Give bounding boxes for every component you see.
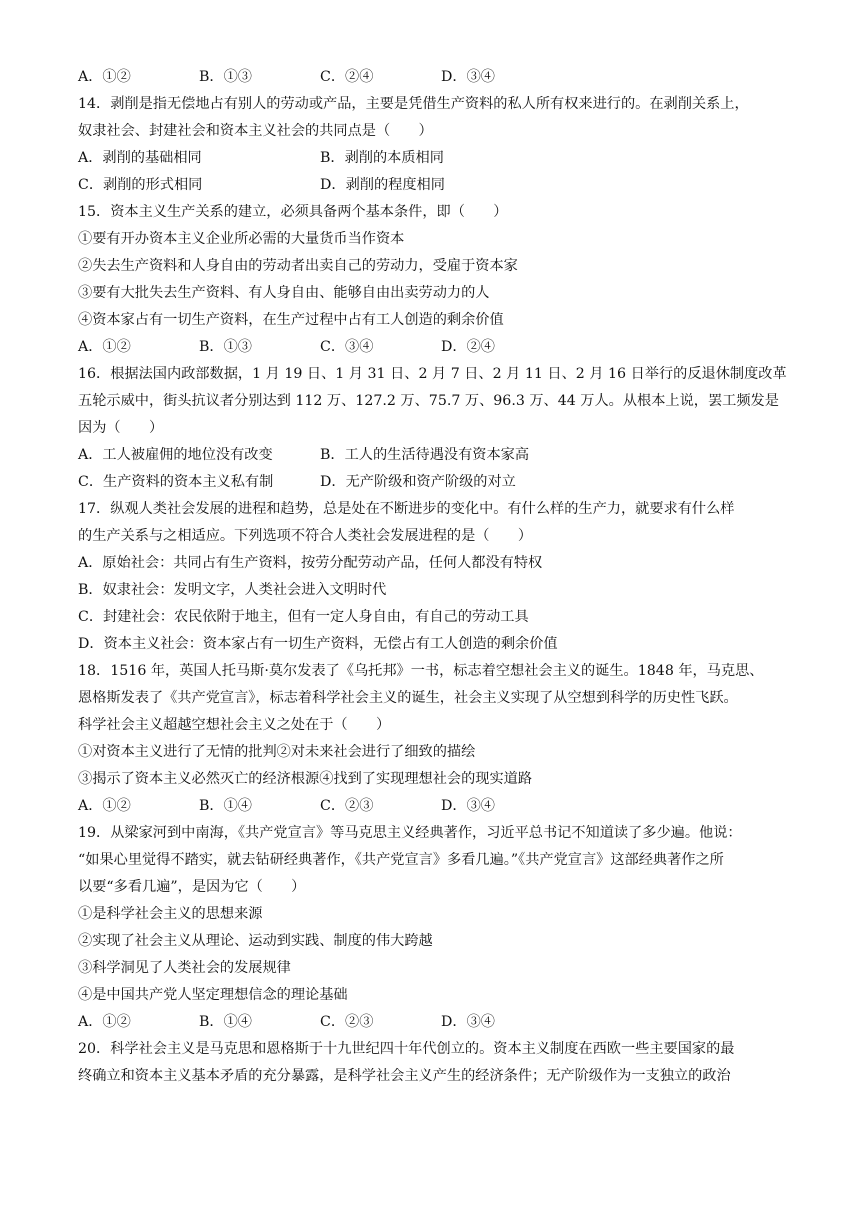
q15-item-3: ③要有大批失去生产资料、有人身自由、能够自由出卖劳动力的人 [78, 285, 490, 301]
q15-item-1: ①要有开办资本主义企业所必需的大量货币当作资本 [78, 231, 405, 247]
q13-option-c: C．②④ [320, 69, 374, 85]
q18-stem-line-2: 恩格斯发表了《共产党宣言》，标志着科学社会主义的诞生，社会主义实现了从空想到科学的历史性飞跃。 [78, 690, 738, 706]
q13-option-b: B．①③ [199, 69, 252, 85]
q14-option-d: D．剥削的程度相同 [320, 177, 445, 193]
q19-option-c: C．②③ [320, 1014, 374, 1030]
q15-option-b: B．①③ [199, 339, 252, 355]
q18-options [78, 793, 790, 820]
q18-option-b: B．①④ [199, 798, 252, 814]
q15-options [78, 334, 790, 361]
q15-option-d: D．②④ [441, 339, 495, 355]
q13-option-d: D．③④ [441, 69, 495, 85]
q18-option-a: A．①② [78, 798, 131, 814]
q18-items-line-2: ③揭示了资本主义必然灭亡的经济根源④找到了实现理想社会的现实道路 [78, 771, 533, 787]
q14-stem-line-1: 14．剥削是指无偿地占有别人的劳动或产品，主要是凭借生产资料的私人所有权来进行的。在剥削关系上， [78, 96, 749, 112]
q15-item-4: ④资本家占有一切生产资料，在生产过程中占有工人创造的剩余价值 [78, 312, 504, 328]
q19-options [78, 1009, 790, 1036]
q19-item-2: ②实现了社会主义从理论、运动到实践、制度的伟大跨越 [78, 933, 433, 949]
q19-item-1: ①是科学社会主义的思想来源 [78, 906, 263, 922]
q15-option-c: C．③④ [320, 339, 374, 355]
q16-option-c: C．生产资料的资本主义私有制 [78, 474, 274, 490]
q19-option-a: A．①② [78, 1014, 131, 1030]
q19-item-3: ③科学洞见了人类社会的发展规律 [78, 960, 291, 976]
q13-options [78, 64, 790, 91]
q19-item-4: ④是中国共产党人坚定理想信念的理论基础 [78, 987, 348, 1003]
q20-stem-line-1: 20．科学社会主义是马克思和恩格斯于十九世纪四十年代创立的。资本主义制度在西欧一些主要国家的最 [78, 1041, 735, 1057]
q15-stem-line-1: 15．资本主义生产关系的建立，必须具备两个基本条件，即（ ） [78, 204, 508, 220]
q20-stem-line-2: 终确立和资本主义基本矛盾的充分暴露，是科学社会主义产生的经济条件；无产阶级作为一支独立的政治 [78, 1068, 731, 1084]
q14-options-row-1 [78, 145, 790, 172]
q18-stem-line-1: 18．1516 年，英国人托马斯·莫尔发表了《乌托邦》一书，标志着空想社会主义的诞生。1848 年，马克思、 [78, 663, 764, 679]
q19-stem-line-2: “如果心里觉得不踏实，就去钻研经典著作，《共产党宣言》多看几遍。”《共产党宣言》这部经典著作之所 [78, 852, 724, 868]
q16-stem-line-3: 因为（ ） [78, 420, 164, 436]
q17-option-a: A．原始社会：共同占有生产资料，按劳分配劳动产品，任何人都没有特权 [78, 555, 543, 571]
q16-option-b: B．工人的生活待遇没有资本家高 [320, 447, 530, 463]
q17-option-c: C．封建社会：农民依附于地主，但有一定人身自由，有自己的劳动工具 [78, 609, 529, 625]
q19-option-d: D．③④ [441, 1014, 495, 1030]
q16-option-d: D．无产阶级和资产阶级的对立 [320, 474, 516, 490]
q19-option-b: B．①④ [199, 1014, 252, 1030]
q17-stem-line-2: 的生产关系与之相适应。下列选项不符合人类社会发展进程的是（ ） [78, 528, 533, 544]
q19-stem-line-1: 19．从梁家河到中南海，《共产党宣言》等马克思主义经典著作，习近平总书记不知道读了多少遍。他说： [78, 825, 742, 841]
q14-option-a: A．剥削的基础相同 [78, 150, 202, 166]
q14-stem-line-2: 奴隶社会、封建社会和资本主义社会的共同点是（ ） [78, 123, 433, 139]
q17-option-b: B．奴隶社会：发明文字，人类社会进入文明时代 [78, 582, 387, 598]
q17-option-d: D．资本主义社会：资本家占有一切生产资料，无偿占有工人创造的剩余价值 [78, 636, 558, 652]
q13-option-a: A．①② [78, 69, 131, 85]
q15-item-2: ②失去生产资料和人身自由的劳动者出卖自己的劳动力，受雇于资本家 [78, 258, 518, 274]
q16-options-row-1 [78, 442, 790, 469]
q15-option-a: A．①② [78, 339, 131, 355]
q18-items-line-1: ①对资本主义进行了无情的批判②对未来社会进行了细致的描绘 [78, 744, 476, 760]
q14-option-c: C．剥削的形式相同 [78, 177, 203, 193]
q16-option-a: A．工人被雇佣的地位没有改变 [78, 447, 273, 463]
q16-options-row-2 [78, 469, 790, 496]
q17-stem-line-1: 17．纵观人类社会发展的进程和趋势，总是处在不断进步的变化中。有什么样的生产力，就要求有什么样 [78, 501, 735, 517]
q18-option-d: D．③④ [441, 798, 495, 814]
q19-stem-line-3: 以要“多看几遍”，是因为它（ ） [78, 879, 306, 895]
q16-stem-line-2: 五轮示威中，街头抗议者分别达到 112 万、127.2 万、75.7 万、96.3 万、44 万人。从根本上说，罢工频发是 [78, 393, 779, 409]
exam-page [78, 64, 790, 1090]
q18-stem-line-3: 科学社会主义超越空想社会主义之处在于（ ） [78, 717, 391, 733]
q14-option-b: B．剥削的本质相同 [320, 150, 444, 166]
q14-options-row-2 [78, 172, 790, 199]
q16-stem-line-1: 16．根据法国内政部数据，1 月 19 日、1 月 31 日、2 月 7 日、2 月 11 日、2 月 16 日举行的反退休制度改革 [78, 366, 787, 382]
q18-option-c: C．②③ [320, 798, 374, 814]
